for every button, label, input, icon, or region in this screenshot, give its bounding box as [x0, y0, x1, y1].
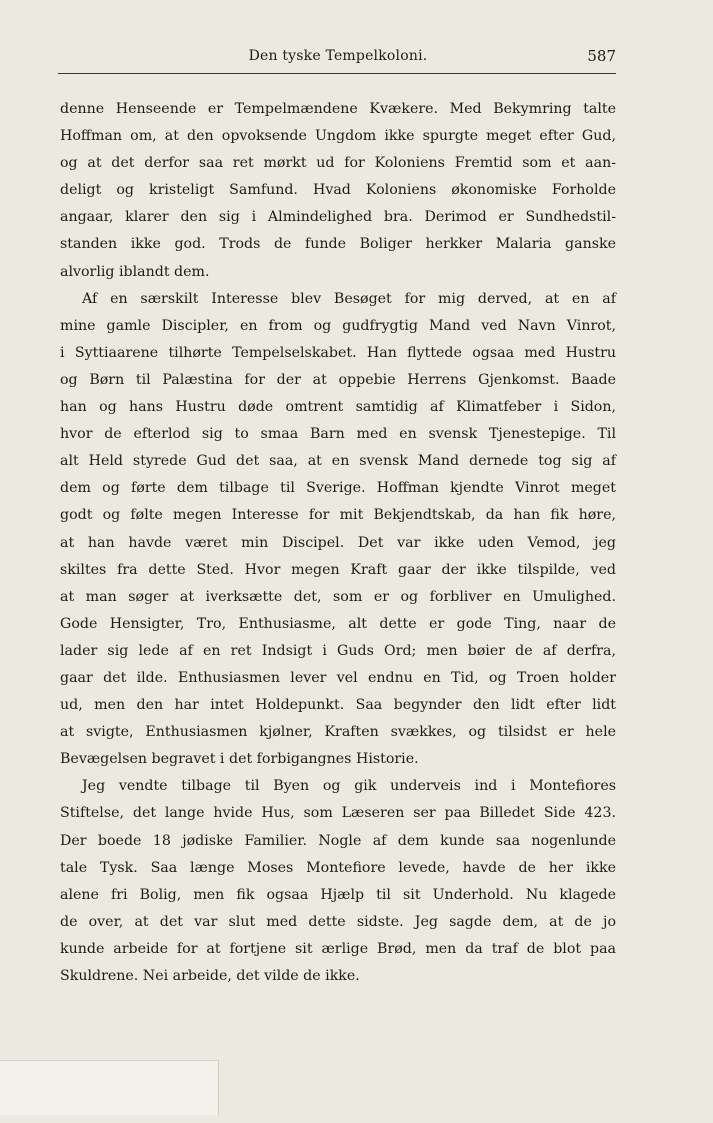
- text-line: alvorlig iblandt dem.: [60, 263, 210, 280]
- text-line: dem og førte dem tilbage til Sverige. Hoffman kjendte Vinrot meget: [60, 480, 616, 497]
- text-line: mine gamle Discipler, en from og gudfrygtig Mand ved Navn Vinrot,: [60, 317, 616, 334]
- text-line: deligt og kristeligt Samfund. Hvad Koloniens økonomiske Forholde: [60, 182, 616, 199]
- text-line: tale Tysk. Saa længe Moses Montefiore levede, havde de her ikke: [60, 859, 616, 876]
- text-line: Af en særskilt Interesse blev Besøget for mig derved, at en af: [82, 290, 616, 307]
- text-line: Bevægelsen begravet i det forbigangnes Historie.: [60, 751, 419, 768]
- text-line: godt og følte megen Interesse for mit Bekjendtskab, da han fik høre,: [60, 507, 616, 524]
- text-line: at man søger at iverksætte det, som er og forbliver en Umulighed.: [60, 588, 616, 605]
- text-line: skiltes fra dette Sted. Hvor megen Kraft gaar der ikke tilspilde, ved: [60, 561, 616, 578]
- text-line: Der boede 18 jødiske Familier. Nogle af dem kunde saa nogenlunde: [60, 832, 616, 849]
- text-line: standen ikke god. Trods de funde Boliger herkker Malaria ganske: [60, 236, 616, 253]
- text-line: ud, men den har intet Holdepunkt. Saa begynder den lidt efter lidt: [60, 697, 616, 714]
- text-line: lader sig lede af en ret Indsigt i Guds Ord; men bøier de af derfra,: [60, 642, 616, 659]
- running-head: [60, 44, 616, 72]
- text-line: Gode Hensigter, Tro, Enthusiasme, alt dette er gode Ting, naar de: [60, 615, 616, 632]
- text-line: Hoffman om, at den opvoksende Ungdom ikke spurgte meget efter Gud,: [60, 128, 616, 145]
- text-line: Jeg vendte tilbage til Byen og gik underveis ind i Montefiores: [82, 778, 616, 795]
- text-line: denne Henseende er Tempelmændene Kvækere. Med Bekymring talte: [60, 101, 616, 117]
- text-line: i Syttiaarene tilhørte Tempelselskabet. Han flyttede ogsaa med Hustru: [60, 344, 616, 361]
- running-title: Den tyske Tempelkoloni.: [248, 48, 428, 64]
- text-line: og Børn til Palæstina for der at oppebie Herrens Gjenkomst. Baade: [60, 371, 616, 388]
- header-rule: [58, 73, 616, 74]
- text-line: de over, at det var slut med dette sidste. Jeg sagde dem, at de jo: [60, 913, 616, 930]
- page-number: 587: [587, 47, 616, 65]
- text-line: Skuldrene. Nei arbeide, det vilde de ikke.: [60, 968, 360, 984]
- text-line: at han havde været min Discipel. Det var ikke uden Vemod, jeg: [60, 534, 616, 551]
- text-line: angaar, klarer den sig i Almindelighed bra. Derimod er Sundhedstil-: [60, 209, 616, 226]
- text-line: og at det derfor saa ret mørkt ud for Koloniens Fremtid som et aan-: [60, 155, 616, 172]
- text-line: Stiftelse, det lange hvide Hus, som Læseren ser paa Billedet Side 423.: [60, 805, 616, 822]
- text-line: kunde arbeide for at fortjene sit ærlige Brød, men da traf de blot paa: [60, 940, 616, 957]
- text-line: gaar det ilde. Enthusiasmen lever vel endnu en Tid, og Troen holder: [60, 669, 616, 686]
- text-line: alene fri Bolig, men fik ogsaa Hjælp til sit Underhold. Nu klagede: [60, 886, 616, 903]
- text-line: hvor de efterlod sig to smaa Barn med en svensk Tjenestepige. Til: [60, 426, 616, 443]
- text-line: alt Held styrede Gud det saa, at en svensk Mand dernede tog sig af: [60, 453, 616, 470]
- text-line: at svigte, Enthusiasmen kjølner, Kraften svækkes, og tilsidst er hele: [60, 724, 616, 741]
- body-text: [60, 96, 616, 990]
- text-line: han og hans Hustru døde omtrent samtidig af Klimatfeber i Sidon,: [60, 399, 616, 416]
- scan-corner-patch: [0, 1060, 219, 1115]
